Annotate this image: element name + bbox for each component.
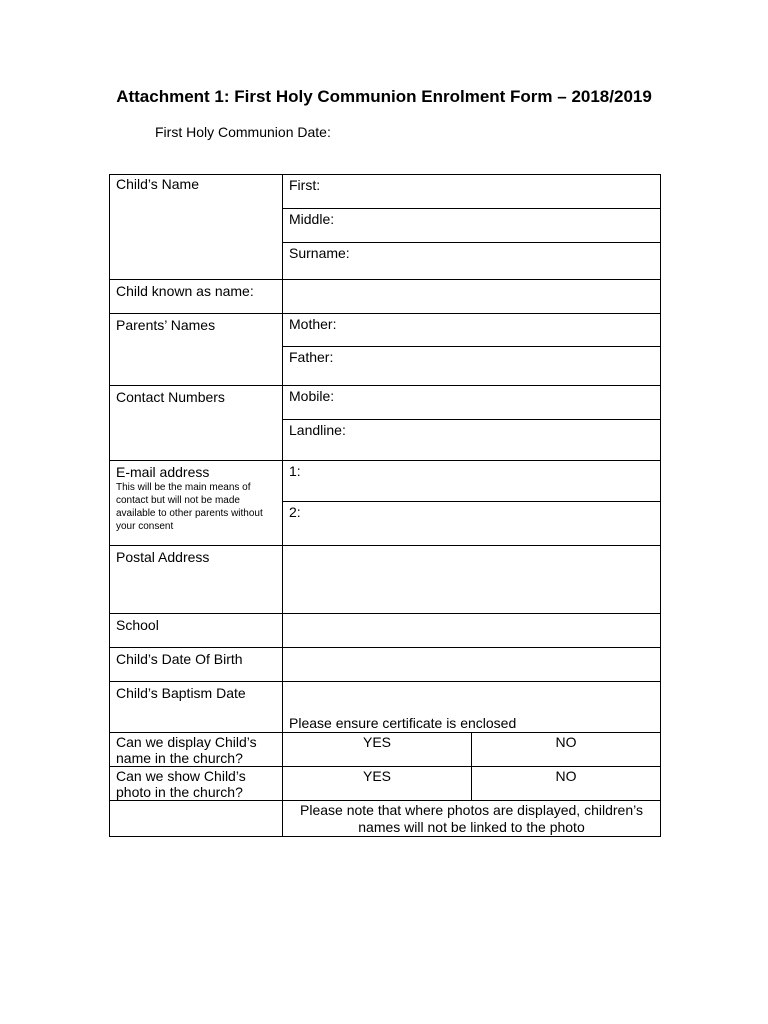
row-parents <box>110 314 660 386</box>
contact-fields <box>283 386 660 460</box>
known-as-field[interactable] <box>283 280 660 313</box>
photo-note-empty-cell <box>110 801 283 836</box>
display-name-options <box>283 733 660 766</box>
parents-fields <box>283 314 660 385</box>
email-fields <box>283 461 660 545</box>
row-baptism <box>110 682 660 733</box>
certificate-note: Please ensure certificate is enclosed <box>289 715 517 731</box>
email-label-cell <box>110 461 283 545</box>
email-label: E-mail address <box>116 464 210 480</box>
row-email <box>110 461 660 546</box>
known-as-label: Child known as name: <box>110 280 283 313</box>
middle-name-field[interactable]: Middle: <box>283 209 660 243</box>
dob-label: Child’s Date Of Birth <box>110 648 283 681</box>
show-photo-options <box>283 767 660 800</box>
row-known-as <box>110 280 660 314</box>
postal-label: Postal Address <box>110 546 283 613</box>
display-name-yes-option[interactable]: YES <box>283 733 472 766</box>
parents-label: Parents’ Names <box>110 314 283 385</box>
dob-field[interactable] <box>283 648 660 681</box>
row-school <box>110 614 660 648</box>
photo-note: Please note that where photos are displayed, children’s names will not be linked to the photo <box>300 802 643 835</box>
postal-field[interactable] <box>283 546 660 613</box>
landline-field[interactable]: Landline: <box>289 422 346 438</box>
baptism-field[interactable] <box>283 682 660 732</box>
row-show-photo <box>110 767 660 801</box>
row-child-name <box>110 175 660 280</box>
contact-label: Contact Numbers <box>110 386 283 460</box>
row-dob <box>110 648 660 682</box>
surname-field[interactable]: Surname: <box>289 245 350 261</box>
display-name-no-option[interactable]: NO <box>555 734 577 750</box>
email-note: This will be the main means of contact but will not be made available to other parents without your consent <box>116 482 263 532</box>
communion-date-label: First Holy Communion Date: <box>155 124 331 140</box>
show-photo-question: Can we show Child’s photo in the church? <box>110 767 283 800</box>
school-label: School <box>110 614 283 647</box>
email-1-field[interactable]: 1: <box>283 461 660 502</box>
row-display-name <box>110 733 660 767</box>
row-photo-note <box>110 801 660 836</box>
row-contact <box>110 386 660 461</box>
display-name-question: Can we display Child’s name in the church? <box>110 733 283 766</box>
show-photo-yes-option[interactable]: YES <box>283 767 472 800</box>
form-title: Attachment 1: First Holy Communion Enrolment Form – 2018/2019 <box>116 87 652 106</box>
child-name-fields <box>283 175 660 279</box>
row-postal <box>110 546 660 614</box>
father-field[interactable]: Father: <box>289 349 334 365</box>
first-name-field[interactable]: First: <box>283 175 660 209</box>
child-name-label: Child’s Name <box>110 175 283 279</box>
baptism-label: Child’s Baptism Date <box>110 682 283 732</box>
email-2-field[interactable]: 2: <box>289 504 301 520</box>
mother-field[interactable]: Mother: <box>283 314 660 347</box>
enrolment-form-table <box>109 174 661 837</box>
show-photo-no-option[interactable]: NO <box>555 768 577 784</box>
school-field[interactable] <box>283 614 660 647</box>
mobile-field[interactable]: Mobile: <box>283 386 660 420</box>
